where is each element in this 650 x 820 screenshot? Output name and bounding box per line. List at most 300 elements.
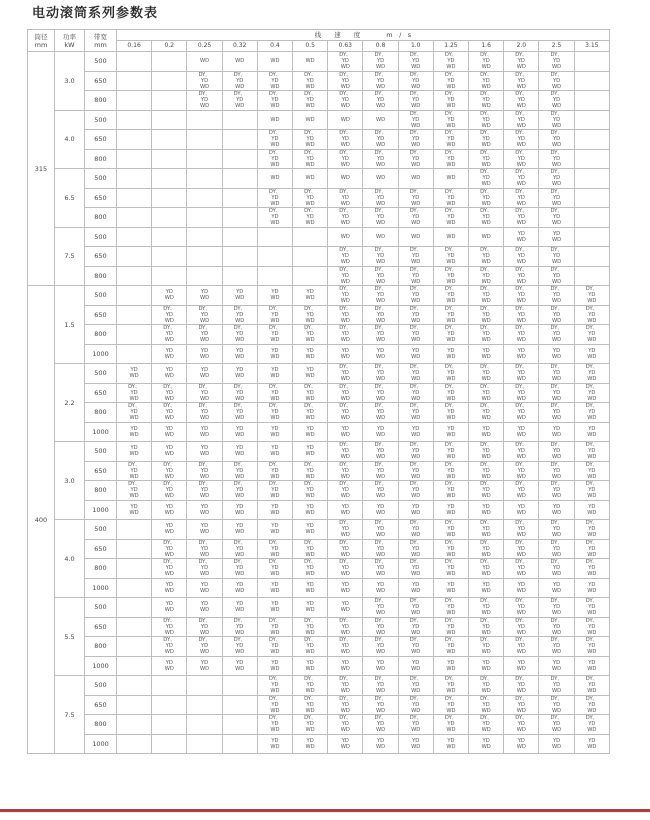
belt-width-cell: 800: [85, 559, 117, 579]
model-cell: YD WD: [222, 520, 257, 540]
header-line-speed: 线 速 度 m / s: [117, 30, 610, 41]
model-cell: DY、 YD WD: [363, 695, 398, 715]
model-cell: [152, 149, 187, 169]
model-cell: DY、 YD WD: [257, 208, 292, 228]
model-cell: DY、 YD WD: [539, 110, 574, 130]
model-cell: [574, 169, 609, 189]
model-cell: YD WD: [504, 734, 539, 754]
table-row: [28, 325, 610, 345]
model-cell: DY、 YD WD: [398, 637, 433, 657]
model-cell: DY、 YD WD: [293, 695, 328, 715]
model-cell: DY、 YD WD: [222, 481, 257, 501]
model-cell: YD WD: [222, 500, 257, 520]
table-row: [28, 305, 610, 325]
model-cell: [222, 734, 257, 754]
model-cell: YD WD: [293, 422, 328, 442]
model-cell: DY、 YD WD: [433, 617, 468, 637]
model-cell: DY、 YD WD: [433, 325, 468, 345]
model-cell: YD WD: [328, 734, 363, 754]
model-cell: DY、 YD WD: [293, 91, 328, 111]
model-cell: WD: [398, 227, 433, 247]
model-cell: DY、 YD WD: [363, 617, 398, 637]
model-cell: DY、 YD WD: [539, 325, 574, 345]
table-row: [28, 656, 610, 676]
model-cell: DY、 YD WD: [257, 305, 292, 325]
model-cell: [117, 208, 152, 228]
model-cell: DY、 YD WD: [433, 559, 468, 579]
model-cell: DY、 YD WD: [398, 91, 433, 111]
model-cell: DY、 YD WD: [504, 247, 539, 267]
model-cell: DY、 YD WD: [469, 461, 504, 481]
table-row: [28, 344, 610, 364]
model-cell: DY、 YD WD: [574, 325, 609, 345]
model-cell: DY、 YD WD: [469, 598, 504, 618]
model-cell: DY、 YD WD: [117, 461, 152, 481]
model-cell: [222, 227, 257, 247]
belt-width-cell: 650: [85, 695, 117, 715]
model-cell: YD WD: [328, 344, 363, 364]
model-cell: [117, 286, 152, 306]
power-cell: 2.2: [55, 364, 85, 442]
model-cell: DY、 YD WD: [398, 52, 433, 72]
belt-width-cell: 500: [85, 169, 117, 189]
belt-width-cell: 500: [85, 110, 117, 130]
belt-width-cell: 800: [85, 715, 117, 735]
model-cell: DY、 YD WD: [469, 71, 504, 91]
belt-width-cell: 800: [85, 149, 117, 169]
model-cell: DY、 YD WD: [328, 286, 363, 306]
power-cell: 7.5: [55, 676, 85, 754]
model-cell: DY、 YD WD: [328, 266, 363, 286]
model-cell: DY、 YD WD: [433, 481, 468, 501]
model-cell: DY、 YD WD: [398, 695, 433, 715]
model-cell: DY、 YD WD: [257, 91, 292, 111]
belt-width-cell: 1000: [85, 656, 117, 676]
model-cell: DY、 YD WD: [433, 52, 468, 72]
model-cell: DY、 YD WD: [152, 383, 187, 403]
model-cell: YD WD: [504, 578, 539, 598]
model-cell: [574, 266, 609, 286]
model-cell: DY、 YD WD: [504, 71, 539, 91]
model-cell: DY、 YD WD: [363, 286, 398, 306]
model-cell: [152, 676, 187, 696]
model-cell: YD WD: [152, 520, 187, 540]
model-cell: DY、 YD WD: [574, 520, 609, 540]
model-cell: [117, 188, 152, 208]
model-cell: DY、 YD WD: [257, 559, 292, 579]
model-cell: YD WD: [539, 578, 574, 598]
model-cell: DY、 YD WD: [257, 539, 292, 559]
model-cell: [117, 52, 152, 72]
model-cell: DY、 YD WD: [469, 539, 504, 559]
model-cell: DY、 YD WD: [433, 715, 468, 735]
speed-header-cell: 0.4: [257, 41, 292, 52]
table-row: [28, 208, 610, 228]
model-cell: DY、 YD WD: [363, 130, 398, 150]
model-cell: DY、 YD WD: [152, 559, 187, 579]
model-cell: YD WD: [293, 520, 328, 540]
model-cell: DY、 YD WD: [293, 305, 328, 325]
model-cell: [574, 247, 609, 267]
model-cell: YD WD: [187, 344, 222, 364]
model-cell: YD WD: [469, 656, 504, 676]
power-cell: 3.0: [55, 442, 85, 520]
model-cell: DY、 YD WD: [328, 695, 363, 715]
model-cell: [574, 52, 609, 72]
table-row: [28, 188, 610, 208]
model-cell: YD WD: [293, 598, 328, 618]
belt-width-cell: 800: [85, 403, 117, 423]
model-cell: DY、 YD WD: [469, 637, 504, 657]
model-cell: DY、 YD WD: [433, 383, 468, 403]
model-cell: DY、 YD WD: [363, 305, 398, 325]
model-cell: DY、 YD WD: [398, 383, 433, 403]
model-cell: [257, 227, 292, 247]
model-cell: [117, 305, 152, 325]
model-cell: WD: [433, 169, 468, 189]
model-cell: DY、 YD WD: [328, 715, 363, 735]
speed-header-cell: 0.8: [363, 41, 398, 52]
model-cell: [152, 110, 187, 130]
model-cell: [222, 149, 257, 169]
model-cell: YD WD: [152, 442, 187, 462]
model-cell: YD WD: [187, 598, 222, 618]
model-cell: DY、 YD WD: [187, 559, 222, 579]
belt-width-cell: 650: [85, 305, 117, 325]
model-cell: YD WD: [363, 656, 398, 676]
model-cell: DY、 YD WD: [539, 442, 574, 462]
power-cell: 1.5: [55, 286, 85, 364]
model-cell: YD WD: [152, 344, 187, 364]
model-cell: YD WD: [574, 344, 609, 364]
model-cell: DY、 YD WD: [398, 676, 433, 696]
model-cell: YD WD: [574, 656, 609, 676]
model-cell: DY、 YD WD: [187, 71, 222, 91]
model-cell: WD: [293, 52, 328, 72]
model-cell: DY、 YD WD: [398, 520, 433, 540]
model-cell: [222, 110, 257, 130]
model-cell: DY、 YD WD: [187, 617, 222, 637]
model-cell: YD WD: [152, 422, 187, 442]
model-cell: DY、 YD WD: [293, 383, 328, 403]
model-cell: YD WD: [363, 344, 398, 364]
model-cell: DY、 YD WD: [469, 266, 504, 286]
model-cell: DY、 YD WD: [469, 52, 504, 72]
model-cell: DY、 YD WD: [363, 637, 398, 657]
model-cell: DY、 YD WD: [539, 266, 574, 286]
model-cell: YD WD: [222, 344, 257, 364]
model-cell: [152, 734, 187, 754]
model-cell: DY、 YD WD: [574, 559, 609, 579]
model-cell: YD WD: [469, 500, 504, 520]
model-cell: YD WD: [152, 656, 187, 676]
model-cell: [187, 208, 222, 228]
table-row: [28, 130, 610, 150]
header-power: 功率 kW: [55, 30, 85, 52]
model-cell: DY、 YD WD: [152, 539, 187, 559]
model-cell: DY、 YD WD: [469, 715, 504, 735]
model-cell: DY、 YD WD: [257, 149, 292, 169]
model-cell: [187, 734, 222, 754]
model-cell: DY、 YD WD: [363, 383, 398, 403]
model-cell: YD WD: [504, 500, 539, 520]
model-cell: DY、 YD WD: [222, 71, 257, 91]
bottom-red-rule: [0, 809, 650, 812]
table-row: [28, 695, 610, 715]
model-cell: [187, 266, 222, 286]
model-cell: DY、 YD WD: [539, 637, 574, 657]
model-cell: DY、 YD WD: [152, 325, 187, 345]
model-cell: DY、 YD WD: [539, 676, 574, 696]
model-cell: DY、 YD WD: [574, 442, 609, 462]
model-cell: DY、 YD WD: [539, 188, 574, 208]
model-cell: DY、 YD WD: [433, 149, 468, 169]
model-cell: DY、 YD WD: [363, 461, 398, 481]
model-cell: DY、 YD WD: [152, 617, 187, 637]
model-cell: DY、 YD WD: [328, 637, 363, 657]
table-row: [28, 286, 610, 306]
model-cell: DY、 YD WD: [539, 305, 574, 325]
model-cell: DY、 YD WD: [574, 539, 609, 559]
model-cell: [574, 208, 609, 228]
model-cell: [257, 247, 292, 267]
model-cell: YD WD: [222, 422, 257, 442]
model-cell: DY、 YD WD: [152, 403, 187, 423]
header-drum-diameter: 筒径 mm: [28, 30, 55, 52]
model-cell: DY、 YD WD: [574, 481, 609, 501]
model-cell: WD: [328, 169, 363, 189]
model-cell: DY、 YD WD: [363, 364, 398, 384]
model-cell: DY、 YD WD: [398, 617, 433, 637]
model-cell: DY、 YD WD: [293, 403, 328, 423]
model-cell: DY、 YD WD: [504, 637, 539, 657]
model-cell: YD WD: [504, 656, 539, 676]
model-cell: YD WD: [152, 578, 187, 598]
belt-width-cell: 500: [85, 520, 117, 540]
model-cell: [117, 149, 152, 169]
model-cell: DY、 YD WD: [293, 71, 328, 91]
model-cell: YD WD: [504, 422, 539, 442]
speed-header-cell: 1.6: [469, 41, 504, 52]
model-cell: DY、 YD WD: [398, 130, 433, 150]
power-cell: 3.0: [55, 52, 85, 111]
belt-width-cell: 1000: [85, 500, 117, 520]
model-cell: YD WD: [152, 286, 187, 306]
model-cell: DY、 YD WD: [257, 676, 292, 696]
model-cell: DY、 YD WD: [504, 208, 539, 228]
table-row: [28, 598, 610, 618]
model-cell: DY、 YD WD: [328, 71, 363, 91]
page-title: 电动滚筒系列参数表: [32, 6, 159, 21]
model-cell: DY、 YD WD: [293, 676, 328, 696]
table-row: [28, 676, 610, 696]
model-cell: YD WD: [257, 656, 292, 676]
model-cell: DY、 YD WD: [363, 52, 398, 72]
model-cell: DY、 YD WD: [574, 305, 609, 325]
model-cell: YD WD: [257, 500, 292, 520]
model-cell: YD WD: [433, 500, 468, 520]
speed-header-cell: 1.0: [398, 41, 433, 52]
model-cell: [117, 734, 152, 754]
model-cell: DY、 YD WD: [152, 305, 187, 325]
model-cell: DY、 YD WD: [328, 520, 363, 540]
model-cell: [117, 695, 152, 715]
model-cell: DY、 YD WD: [574, 364, 609, 384]
belt-width-cell: 650: [85, 461, 117, 481]
model-cell: DY、 YD WD: [398, 539, 433, 559]
belt-width-cell: 500: [85, 442, 117, 462]
model-cell: DY、 YD WD: [363, 325, 398, 345]
model-cell: [117, 227, 152, 247]
model-cell: [117, 110, 152, 130]
model-cell: DY、 YD WD: [293, 481, 328, 501]
model-cell: YD WD: [187, 422, 222, 442]
model-cell: DY、 YD WD: [469, 383, 504, 403]
model-cell: DY、 YD WD: [117, 403, 152, 423]
model-cell: DY、 YD WD: [469, 442, 504, 462]
model-cell: DY、 YD WD: [398, 110, 433, 130]
model-cell: DY、 YD WD: [504, 559, 539, 579]
model-cell: DY、 YD WD: [398, 403, 433, 423]
model-cell: WD: [433, 227, 468, 247]
model-cell: DY、 YD WD: [504, 149, 539, 169]
model-cell: DY、 YD WD: [469, 559, 504, 579]
model-cell: DY、 YD WD: [433, 208, 468, 228]
model-cell: DY、 YD WD: [363, 520, 398, 540]
model-cell: YD WD: [539, 344, 574, 364]
model-cell: DY、 YD WD: [398, 71, 433, 91]
model-cell: DY、 YD WD: [433, 403, 468, 423]
model-cell: DY、 YD WD: [222, 403, 257, 423]
model-cell: DY、 YD WD: [363, 676, 398, 696]
model-cell: [117, 559, 152, 579]
model-cell: YD WD: [257, 364, 292, 384]
model-cell: YD WD: [117, 364, 152, 384]
model-cell: [222, 695, 257, 715]
model-cell: DY、 YD WD: [257, 481, 292, 501]
model-cell: YD WD: [187, 520, 222, 540]
model-cell: YD WD: [257, 286, 292, 306]
model-cell: YD WD: [257, 344, 292, 364]
model-cell: DY、 YD WD: [504, 266, 539, 286]
model-cell: YD WD: [187, 286, 222, 306]
model-cell: [152, 227, 187, 247]
model-cell: DY、 YD WD: [222, 617, 257, 637]
model-cell: DY、 YD WD: [398, 442, 433, 462]
model-cell: DY、 YD WD: [187, 403, 222, 423]
model-cell: YD WD: [222, 656, 257, 676]
model-cell: DY、 YD WD: [433, 598, 468, 618]
model-cell: DY、 YD WD: [398, 286, 433, 306]
model-cell: DY、 YD WD: [469, 481, 504, 501]
model-cell: DY、 YD WD: [469, 695, 504, 715]
model-cell: DY、 YD WD: [363, 208, 398, 228]
belt-width-cell: 500: [85, 364, 117, 384]
model-cell: DY、 YD WD: [504, 461, 539, 481]
model-cell: [117, 598, 152, 618]
model-cell: YD WD: [363, 578, 398, 598]
model-cell: DY、 YD WD: [398, 305, 433, 325]
model-cell: [574, 71, 609, 91]
model-cell: DY、 YD WD: [433, 442, 468, 462]
model-cell: DY、 YD WD: [504, 325, 539, 345]
belt-width-cell: 1000: [85, 734, 117, 754]
model-cell: DY、 YD WD: [574, 715, 609, 735]
model-cell: DY、 YD WD: [539, 71, 574, 91]
model-cell: WD: [469, 227, 504, 247]
model-cell: DY、 YD WD: [539, 169, 574, 189]
model-cell: DY、 YD WD: [257, 403, 292, 423]
model-cell: DY、 YD WD: [152, 481, 187, 501]
model-cell: DY、 YD WD: [433, 130, 468, 150]
model-cell: YD WD: [539, 656, 574, 676]
power-cell: 4.0: [55, 520, 85, 598]
model-cell: [187, 149, 222, 169]
model-cell: [117, 539, 152, 559]
model-cell: DY、 YD WD: [363, 403, 398, 423]
model-cell: DY、 YD WD: [293, 559, 328, 579]
model-cell: DY、 YD WD: [222, 91, 257, 111]
model-cell: DY、 YD WD: [539, 383, 574, 403]
model-cell: DY、 YD WD: [187, 461, 222, 481]
model-cell: [117, 325, 152, 345]
model-cell: DY、 YD WD: [539, 130, 574, 150]
model-cell: DY、 YD WD: [363, 266, 398, 286]
model-cell: DY、 YD WD: [117, 481, 152, 501]
model-cell: YD WD: [363, 500, 398, 520]
model-cell: DY、 YD WD: [574, 383, 609, 403]
model-cell: [117, 578, 152, 598]
model-cell: YD WD: [398, 734, 433, 754]
model-cell: DY、 YD WD: [433, 91, 468, 111]
model-cell: [574, 227, 609, 247]
model-cell: [187, 695, 222, 715]
model-cell: DY、 YD WD: [469, 110, 504, 130]
model-cell: [117, 344, 152, 364]
model-cell: DY、 YD WD: [504, 286, 539, 306]
model-cell: YD WD: [257, 442, 292, 462]
power-cell: 7.5: [55, 227, 85, 286]
model-cell: DY、 YD WD: [328, 325, 363, 345]
belt-width-cell: 650: [85, 188, 117, 208]
model-cell: YD WD: [117, 442, 152, 462]
model-cell: DY、 YD WD: [433, 305, 468, 325]
model-cell: DY、 YD WD: [504, 91, 539, 111]
model-cell: DY、 YD WD: [363, 598, 398, 618]
model-cell: DY、 YD WD: [293, 188, 328, 208]
model-cell: YD WD: [433, 344, 468, 364]
belt-width-cell: 500: [85, 676, 117, 696]
model-cell: DY、 YD WD: [469, 247, 504, 267]
model-cell: DY、 YD WD: [293, 461, 328, 481]
model-cell: DY、 YD WD: [222, 637, 257, 657]
model-cell: YD WD: [293, 578, 328, 598]
model-cell: DY、 YD WD: [293, 637, 328, 657]
model-cell: DY、 YD WD: [504, 110, 539, 130]
model-cell: DY、 YD WD: [469, 286, 504, 306]
model-cell: YD WD: [187, 500, 222, 520]
model-cell: [222, 130, 257, 150]
speed-header-cell: 3.15: [574, 41, 609, 52]
model-cell: YD WD: [293, 344, 328, 364]
model-cell: DY、 YD WD: [398, 149, 433, 169]
model-cell: DY、 YD WD: [222, 559, 257, 579]
model-cell: DY、 YD WD: [433, 461, 468, 481]
model-cell: DY、 YD WD: [363, 247, 398, 267]
model-cell: DY、 YD WD: [363, 442, 398, 462]
model-cell: DY、 YD WD: [539, 247, 574, 267]
model-cell: DY、 YD WD: [328, 364, 363, 384]
